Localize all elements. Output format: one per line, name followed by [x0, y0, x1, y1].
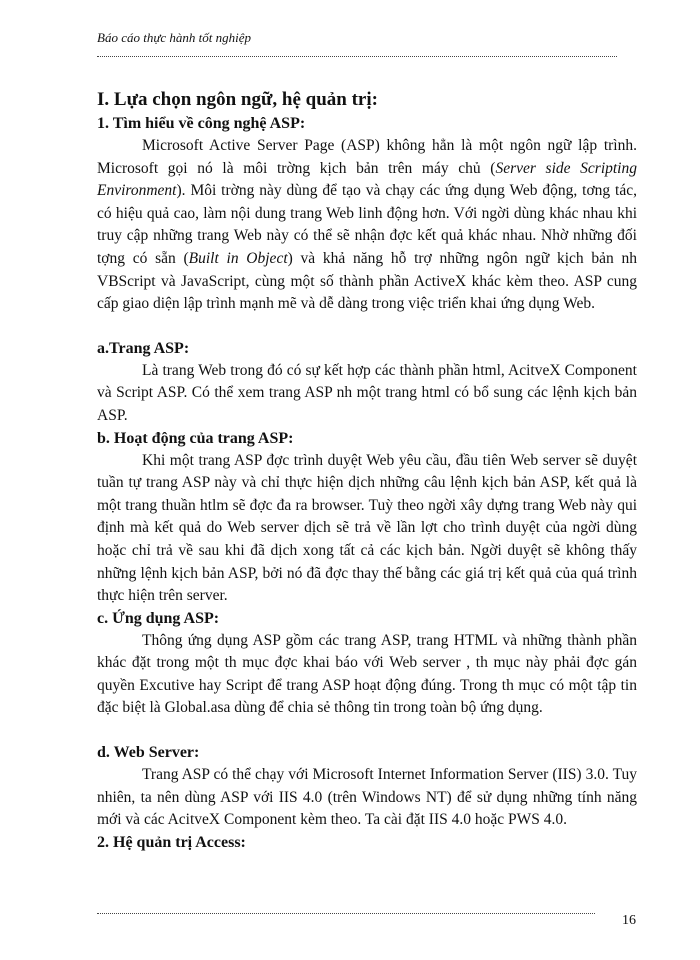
subsection-heading-asp-page: a.Trang ASP:	[97, 339, 190, 357]
page-number: 16	[622, 913, 636, 928]
section-heading: I. Lựa chọn ngôn ngữ, hệ quản trị:	[97, 89, 378, 110]
paragraph-asp-page: Là trang Web trong đó có sự kết hợp các thành phần html, AcitveX Component và Script ASP. Có thể xem trang ASP nh một trang html có bổ sung các lệnh kịch bản ASP.	[97, 361, 637, 424]
subsection-heading-web-server: d. Web Server:	[97, 744, 200, 762]
subsection-heading-asp-tech: 1. Tìm hiểu về công nghệ ASP:	[97, 115, 306, 132]
subsection-heading-access: 2. Hệ quản trị Access:	[97, 833, 246, 851]
paragraph-asp-intro: Microsoft Active Server Page (ASP) không hẳn là một ngôn ngữ lập trình. Microsoft gọi nó là môi trờng kịch bản trên máy chủ (Server side Scripting Environment). Môi trờng này dùng để tạo và chạy các ứng dụng Web động, tơng tác, có hiệu quả cao, làm nội dung trang Web linh động hơn. Với ngời dùng khác nhau khi truy cập những trang Web này có thể sẽ nhận đợc kết quả khác nhau. Nhờ những đối tợng có sẵn (Built in Object) và khả năng hỗ trợ những ngôn ngữ kịch bản nh VBScript và JavaScript, cùng một số thành phần ActiveX khác kèm theo. ASP cung cấp giao diện lập trình mạnh mẽ và dễ dàng trong việc triển khai ứng dụng Web.	[97, 137, 637, 313]
page-body	[97, 87, 637, 854]
footer-divider	[97, 913, 595, 914]
subsection-heading-asp-application: c. Ứng dụng ASP:	[97, 609, 220, 627]
running-header: Báo cáo thực hành tốt nghiệp	[97, 30, 252, 45]
paragraph-asp-operation: Khi một trang ASP đợc trình duyệt Web yêu cầu, đầu tiên Web server sẽ duyệt tuần tự trang ASP này và chỉ thực hiện dịch những câu lệnh kịch bản ASP, kết quả là một trang thuần htlm sẽ đợc đa ra browser. Tuỳ theo ngời xây dựng trang Web này qui định mà kết quả do Web server dịch sẽ trả về lần lợt cho trình duyệt của ngời dùng hoặc chỉ trả về sau khi đã dịch xong tất cả các kịch bản. Ngời duyệt sẽ không thấy những lệnh kịch bản ASP, bởi nó đã đợc thay thế bằng các giá trị kết quả của quá trình thực hiện trên server.	[97, 451, 637, 605]
paragraph-web-server: Trang ASP có thể chạy với Microsoft Internet Information Server (IIS) 3.0. Tuy nhiên, ta nên dùng ASP với IIS 4.0 (trên Windows NT) để sử dụng những tính năng mới và các AcitveX Component kèm theo. Ta cài đặt IIS 4.0 hoặc PWS 4.0.	[97, 766, 637, 829]
header-divider	[97, 56, 617, 57]
italic-term: Server side Scripting Environment	[97, 159, 637, 200]
paragraph-asp-application: Thông ứng dụng ASP gồm các trang ASP, trang HTML và những thành phần khác đặt trong một th mục đợc khai báo với Web server , th mục này phải đợc gán quyền Excutive hay Script để trang ASP hoạt động đúng. Trong th mục có một tập tin đặc biệt là Global.asa dùng để chia sẻ thông tin trong toàn bộ ứng dụng.	[97, 631, 637, 717]
subsection-heading-asp-operation: b. Hoạt động của trang ASP:	[97, 429, 294, 447]
italic-term: Built in Object	[188, 249, 288, 267]
